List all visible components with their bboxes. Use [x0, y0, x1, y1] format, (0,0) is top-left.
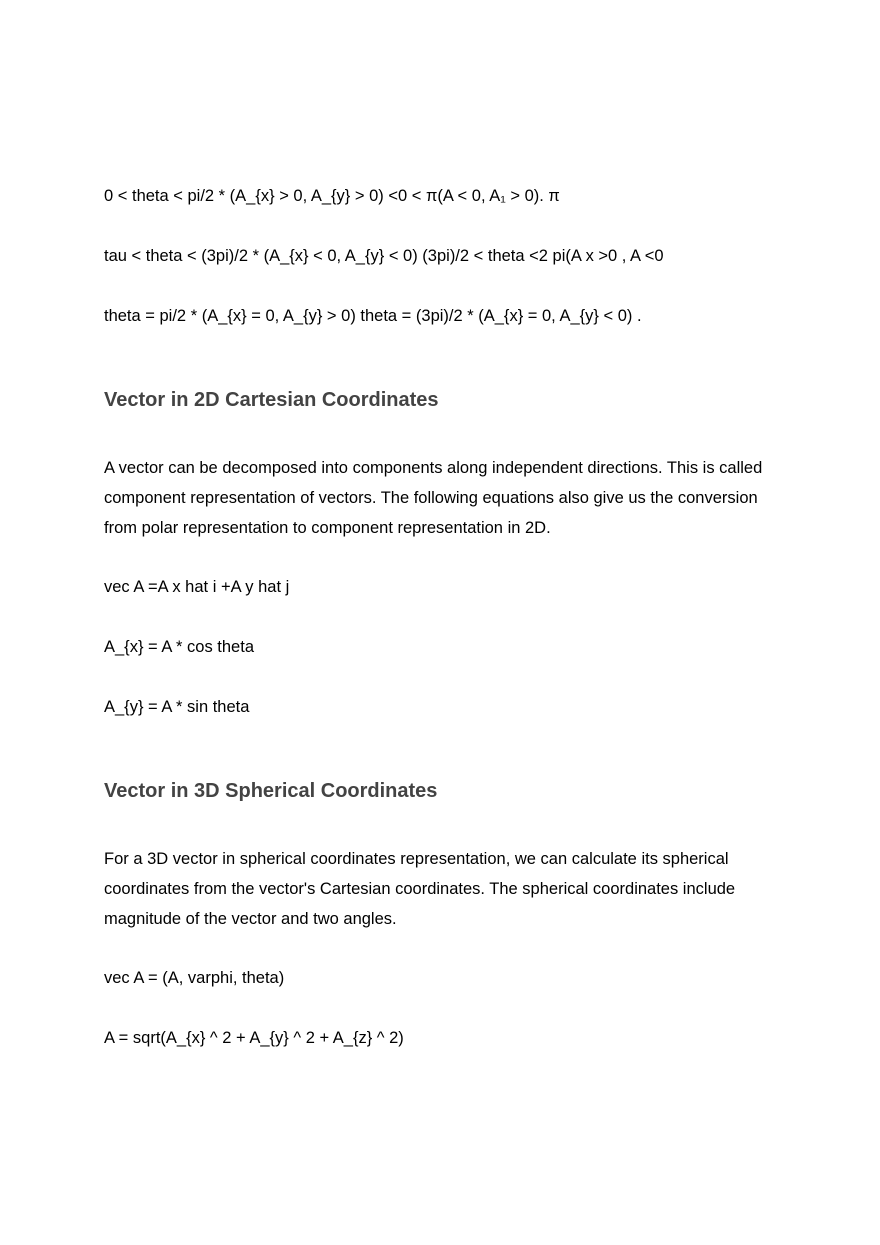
- angle-range-line-1: 0 < theta < pi/2 * (A_{x} > 0, A_{y} > 0) <0 < π(A < 0, A₁ > 0). π: [104, 187, 560, 205]
- equation-ay: A_{y} = A * sin theta: [104, 698, 250, 716]
- equation-spherical-vector: vec A = (A, varphi, theta): [104, 969, 285, 987]
- angle-range-line-3: theta = pi/2 * (A_{x} = 0, A_{y} > 0) theta = (3pi)/2 * (A_{x} = 0, A_{y} < 0) .: [104, 307, 642, 325]
- section-heading-3d: Vector in 3D Spherical Coordinates: [104, 780, 438, 802]
- section-2d-paragraph: A vector can be decomposed into components along independent directions. This is called component representation of vectors. The following equations also give us the conversion from polar representation to component representation in 2D.: [104, 459, 763, 537]
- equation-ax: A_{x} = A * cos theta: [104, 638, 254, 656]
- equation-vector-components: vec A =A x hat i +A y hat j: [104, 578, 290, 596]
- equation-magnitude: A = sqrt(A_{x} ^ 2 + A_{y} ^ 2 + A_{z} ^ 2): [104, 1029, 404, 1047]
- section-heading-2d: Vector in 2D Cartesian Coordinates: [104, 389, 439, 411]
- section-3d-paragraph: For a 3D vector in spherical coordinates representation, we can calculate its spherical coordinates from the vector's Cartesian coordinates. The spherical coordinates include magnitude of the vector and two angles.: [104, 850, 736, 928]
- angle-range-line-2: tau < theta < (3pi)/2 * (A_{x} < 0, A_{y} < 0) (3pi)/2 < theta <2 pi(A x >0 , A <0: [104, 247, 664, 265]
